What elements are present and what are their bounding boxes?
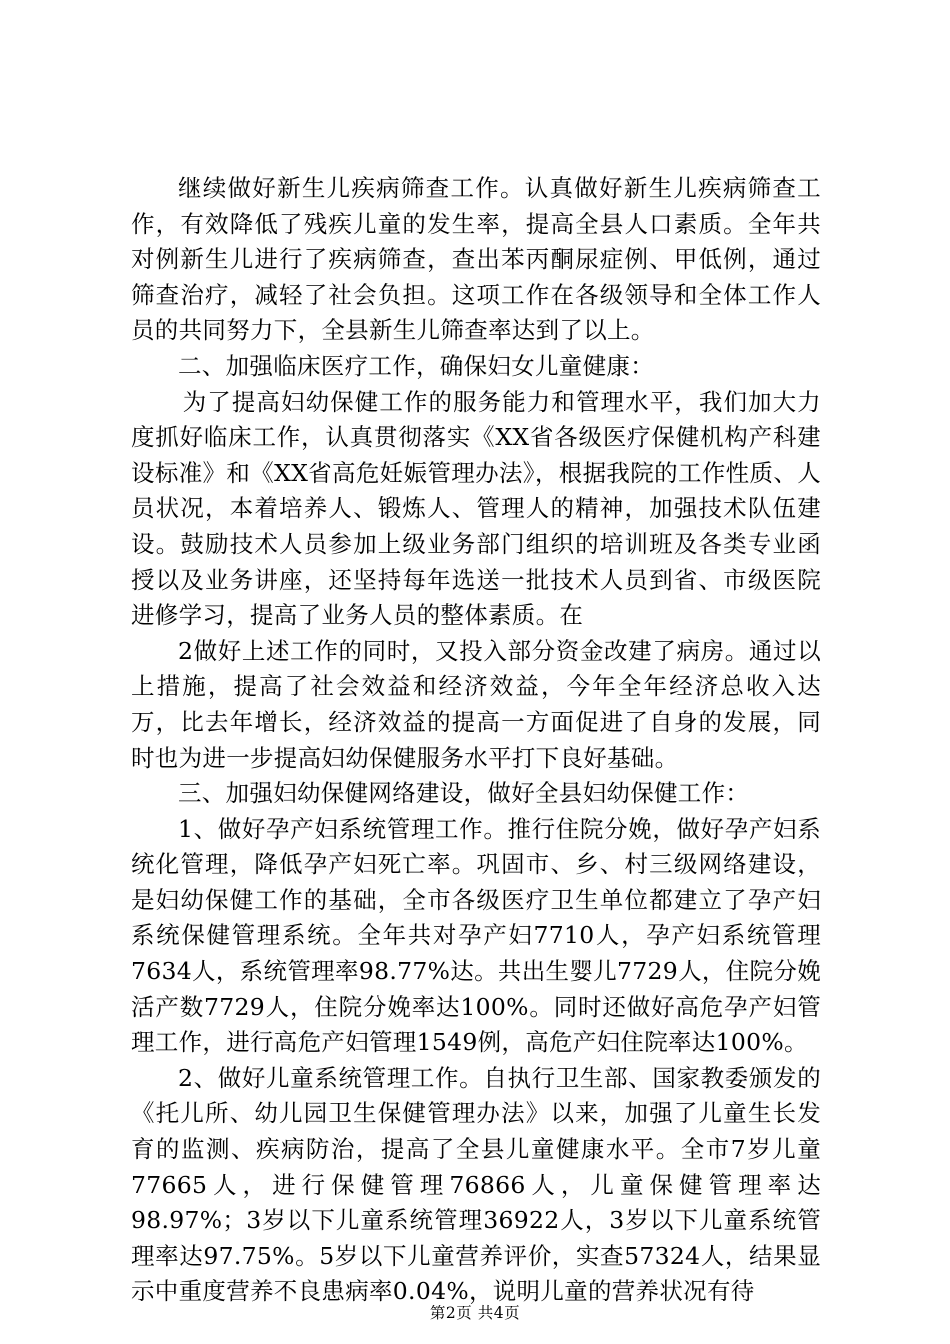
document-body bbox=[131, 171, 821, 1310]
paragraph-maternal-management: 1、做好孕产妇系统管理工作。推行住院分娩，做好孕产妇系统化管理，降低孕产妇死亡率。巩固市、乡、村三级网络建设，是妇幼保健工作的基础，全市各级医疗卫生单位都建立了孕产妇系统保健管理系统。全年共对孕产妇7710人，孕产妇系统管理7634人，系统管理率98.77%达。共出生婴儿7729人，住院分娩活产数7729人，住院分娩率达100%。同时还做好高危孕产妇管理工作，进行高危产妇管理1549例，高危产妇住院率达100%。 bbox=[131, 814, 821, 1057]
paragraph-newborn-screening: 继续做好新生儿疾病筛查工作。认真做好新生儿疾病筛查工作，有效降低了残疾儿童的发生率，提高全县人口素质。全年共对例新生儿进行了疾病筛查，查出苯丙酮尿症例、甲低例，通过筛查治疗，减轻了社会负担。这项工作在各级领导和全体工作人员的共同努力下，全县新生儿筛查率达到了以上。 bbox=[131, 174, 821, 345]
heading-clinical-care: 二、加强临床医疗工作，确保妇女儿童健康： bbox=[178, 351, 654, 380]
paragraph-ward-renovation: 2做好上述工作的同时，又投入部分资金改建了病房。通过以上措施，提高了社会效益和经济效益，今年全年经济总收入达万，比去年增长，经济效益的提高一方面促进了自身的发展，同时也为进一步提高妇幼保健服务水平打下良好基础。 bbox=[131, 636, 821, 772]
page-number-footer: 第2页 共4页 bbox=[429, 1304, 521, 1322]
paragraph-clinical-care: 为了提高妇幼保健工作的服务能力和管理水平，我们加大力度抓好临床工作，认真贯彻落实《XX省各级医疗保健机构产科建设标准》和《XX省高危妊娠管理办法》，根据我院的工作性质、人员状况，本着培养人、锻炼人、管理人的精神，加强技术队伍建设。鼓励技术人员参加上级业务部门组织的培训班及各类专业函授以及业务讲座，还坚持每年选送一批技术人员到省、市级医院进修学习，提高了业务人员的整体素质。在 bbox=[131, 387, 821, 630]
paragraph-child-management: 2、做好儿童系统管理工作。自执行卫生部、国家教委颁发的《托儿所、幼儿园卫生保健管理办法》以来，加强了儿童生长发育的监测、疾病防治，提高了全县儿童健康水平。全市7岁儿童77665人，进行保健管理76866人，儿童保健管理率达98.97%；3岁以下儿童系统管理36922人，3岁以下儿童系统管理率达97.75%。5岁以下儿童营养评价，实查57324人，结果显示中重度营养不良患病率0.04%，说明儿童的营养状况有待 bbox=[131, 1063, 821, 1306]
heading-health-network: 三、加强妇幼保健网络建设，做好全县妇幼保健工作： bbox=[178, 779, 750, 808]
